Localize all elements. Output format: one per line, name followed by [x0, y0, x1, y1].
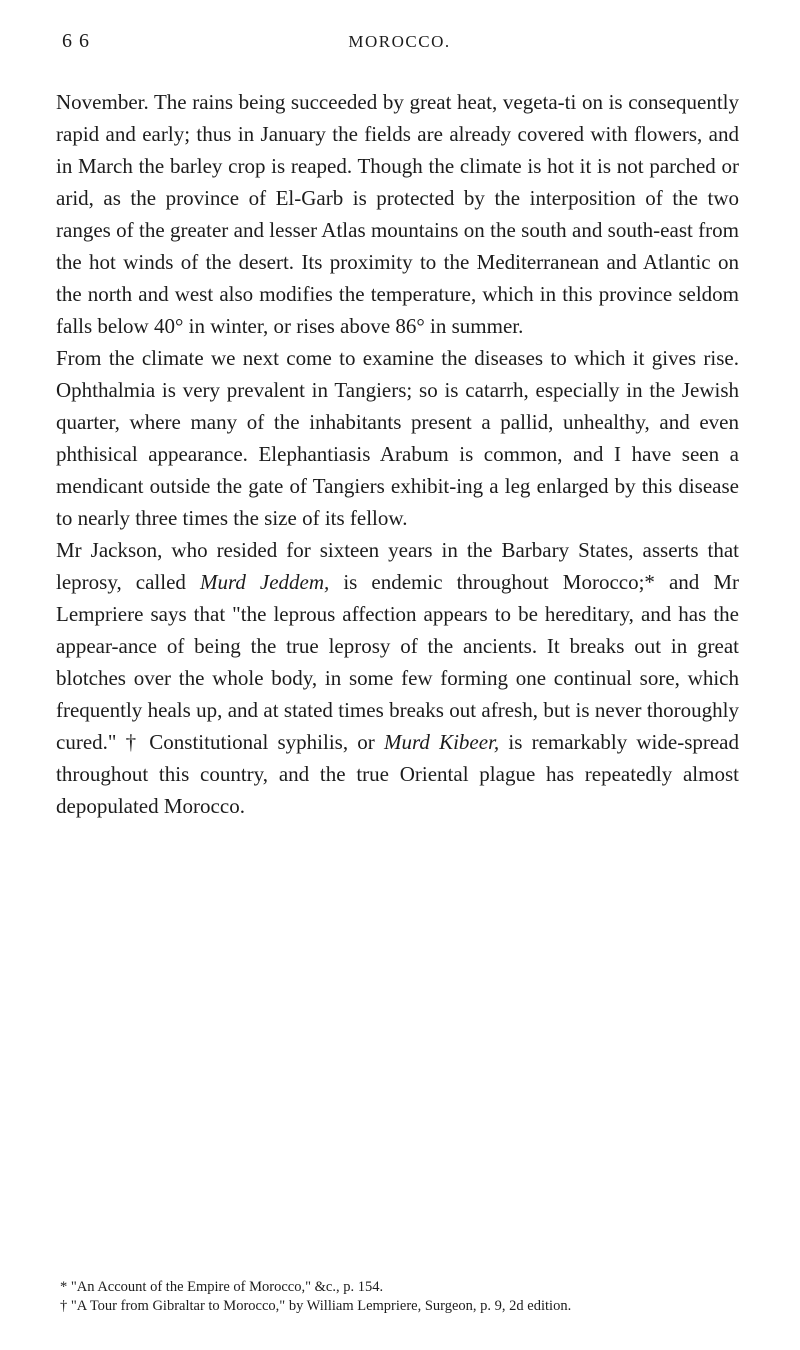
paragraph — [56, 534, 739, 822]
footnotes — [60, 1278, 739, 1315]
body-text — [56, 86, 739, 822]
italic-term: Murd Jeddem, — [199, 570, 330, 594]
italic-term: Murd Kibeer, — [384, 730, 500, 754]
paragraph-text: is endemic throughout Morocco;* and Mr Lempriere says that "the leprous affection appears to be hereditary, and has the appear-ance of being the true leprosy of the ancients. It breaks out in great blotches over the whole body, in some few forming one continual sore, which frequently heals up, and at stated times breaks out afresh, but is never thoroughly cured." † Constitutional syphilis, or — [56, 570, 740, 754]
paragraph-text: is remarkably wide-spread throughout this country, and the true Oriental plague has repeatedly almost depopulated Morocco. — [56, 730, 740, 818]
running-title: MOROCCO. — [348, 32, 451, 51]
page-number: 6 6 — [62, 30, 90, 52]
footnote: † "A Tour from Gibraltar to Morocco," by William Lempriere, Surgeon, p. 9, 2d edition. — [60, 1297, 572, 1314]
footnote: * "An Account of the Empire of Morocco," &c., p. 154. — [60, 1279, 384, 1295]
paragraph: From the climate we next come to examine the diseases to which it gives rise. Ophthalmia is very prevalent in Tangiers; so is catarrh, especially in the Jewish quarter, where many of the inhabitants present a pallid, unhealthy, and even phthisical appearance. Elephantiasis Arabum is common, and I have seen a mendicant outside the gate of Tangiers exhibit-ing a leg enlarged by this disease to nearly three times the size of its fellow. — [56, 346, 739, 530]
paragraph-text: Mr Jackson, who resided for sixteen years in the Barbary States, asserts that leprosy, called — [56, 538, 739, 594]
paragraph: November. The rains being succeeded by great heat, vegeta-ti on is consequently rapid and early; thus in January the fields are already covered with flowers, and in March the barley crop is reaped. Though the climate is hot it is not parched or arid, as the province of El-Garb is protected by the interposition of the two ranges of the greater and lesser Atlas mountains on the south and south-east from the hot winds of the desert. Its proximity to the Mediterranean and Atlantic on the north and west also modifies the temperature, which in this province seldom falls below 40° in winter, or rises above 86° in summer. — [56, 90, 739, 338]
page-header — [62, 30, 737, 60]
